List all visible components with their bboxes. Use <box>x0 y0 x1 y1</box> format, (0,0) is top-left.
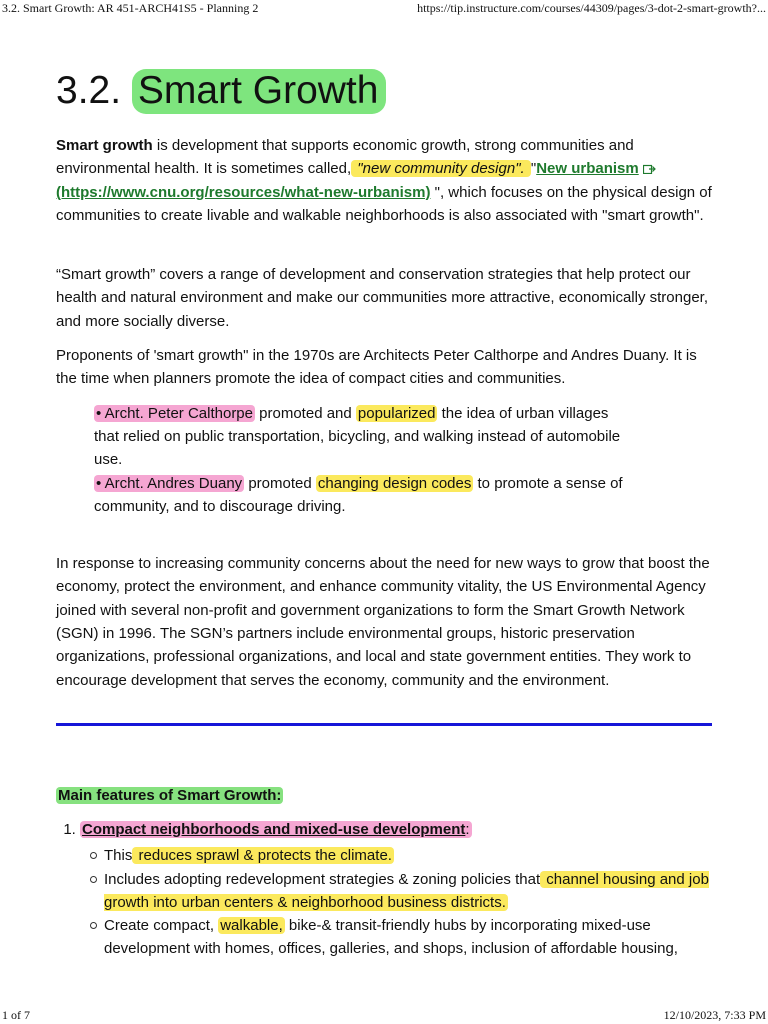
sub-text: Create compact, <box>104 917 219 935</box>
feature-sublist <box>80 844 712 960</box>
title-number: 3.2. <box>56 69 122 112</box>
new-urbanism-link-url: (https://www.cnu.org/resources/what-new-urbanism) <box>56 183 431 201</box>
feature-title-highlight <box>80 821 472 838</box>
feature-title-colon: : <box>465 820 470 838</box>
calthorpe-name: • Archt. Peter Calthorpe <box>96 404 253 422</box>
calthorpe-text-1: promoted and <box>255 404 356 422</box>
print-timestamp: 12/10/2023, 7:33 PM <box>663 1008 766 1022</box>
proponent-duany <box>94 472 624 519</box>
print-header <box>0 0 768 16</box>
page-content <box>56 56 712 961</box>
new-urbanism-link-text: New urbanism <box>536 160 639 178</box>
popularized-highlight: popularized <box>357 404 436 422</box>
list-item <box>104 914 712 961</box>
sub-highlight: walkable, <box>220 917 283 935</box>
new-community-design-highlight <box>351 160 531 177</box>
title-text: Smart Growth <box>132 69 387 114</box>
design-codes-highlight: changing design codes <box>317 474 472 492</box>
new-community-design-text: "new community design". <box>353 160 529 178</box>
page-url-header: https://tip.instructure.com/courses/44309/pages/3-dot-2-smart-growth?... <box>417 1 766 15</box>
horizontal-divider <box>56 723 712 726</box>
external-link-icon <box>643 164 656 174</box>
intro-text-1: is development that supports economic growth, strong communities and environmental health. It is sometimes called, <box>56 137 634 178</box>
proponent-calthorpe <box>94 402 624 472</box>
feature-item <box>80 818 712 961</box>
smart-growth-strategies-paragraph: “Smart growth” covers a range of development and conservation strategies that help protect our health and natural environment and make our communities more attractive, economically stronger, and more socially diverse. <box>56 266 708 330</box>
duany-text-1: promoted <box>244 474 316 492</box>
list-item <box>104 868 712 915</box>
feature-title: Compact neighborhoods and mixed-use development <box>82 820 466 838</box>
print-footer <box>0 1007 768 1023</box>
features-heading-text: Main features of Smart Growth: <box>58 786 282 804</box>
features-list <box>56 818 712 961</box>
list-item <box>104 844 712 867</box>
proponents-list <box>94 402 624 518</box>
sgn-paragraph: In response to increasing community concerns about the need for new ways to grow that boost the economy, protect the environment, and enhance community vitality, the US Environmental Agency joined with several non-profit and government organizations to form the Smart Growth Network (SGN) in 1996. The SGN’s partners include environmental groups, historic preservation organizations, professional organizations, and local and state government entities. They work to encourage development that serves the economy, community and the environment. <box>56 555 710 689</box>
duany-text-2: to promote a sense of community, and to discourage driving. <box>94 474 623 515</box>
sub-highlight: reduces sprawl & protects the climate. <box>134 847 392 865</box>
calthorpe-text-2: the idea of urban villages that relied on public transportation, bicycling, and walking instead of automobile use. <box>94 404 621 469</box>
page-count: 1 of 7 <box>2 1008 30 1022</box>
features-heading <box>56 784 712 807</box>
sub-text: Includes adopting redevelopment strategies & zoning policies that <box>104 870 541 888</box>
duany-name: • Archt. Andres Duany <box>96 474 243 492</box>
sub-text: This <box>104 847 133 865</box>
smart-growth-term: Smart growth <box>56 137 153 154</box>
intro-text-2: " <box>530 160 537 178</box>
sub-highlight: channel housing and job growth into urban centers & neighborhood business districts. <box>104 870 709 911</box>
proponents-paragraph: Proponents of 'smart growth" in the 1970s are Architects Peter Calthorpe and Andres Duany. It is the time when planners promote the idea of compact cities and communities. <box>56 347 697 388</box>
page-title <box>56 68 712 114</box>
intro-paragraph <box>56 134 712 227</box>
sub-text-end: bike-& transit-friendly hubs by incorporating mixed-use development with homes, offices, galleries, and shops, inclusion of affordable housing, <box>104 917 678 958</box>
page-title-header: 3.2. Smart Growth: AR 451-ARCH41S5 - Planning 2 <box>2 1 259 15</box>
intro-text-3: ", which focuses on the physical design of communities to create livable and walkable neighborhoods is also associated with "smart growth". <box>56 183 712 224</box>
